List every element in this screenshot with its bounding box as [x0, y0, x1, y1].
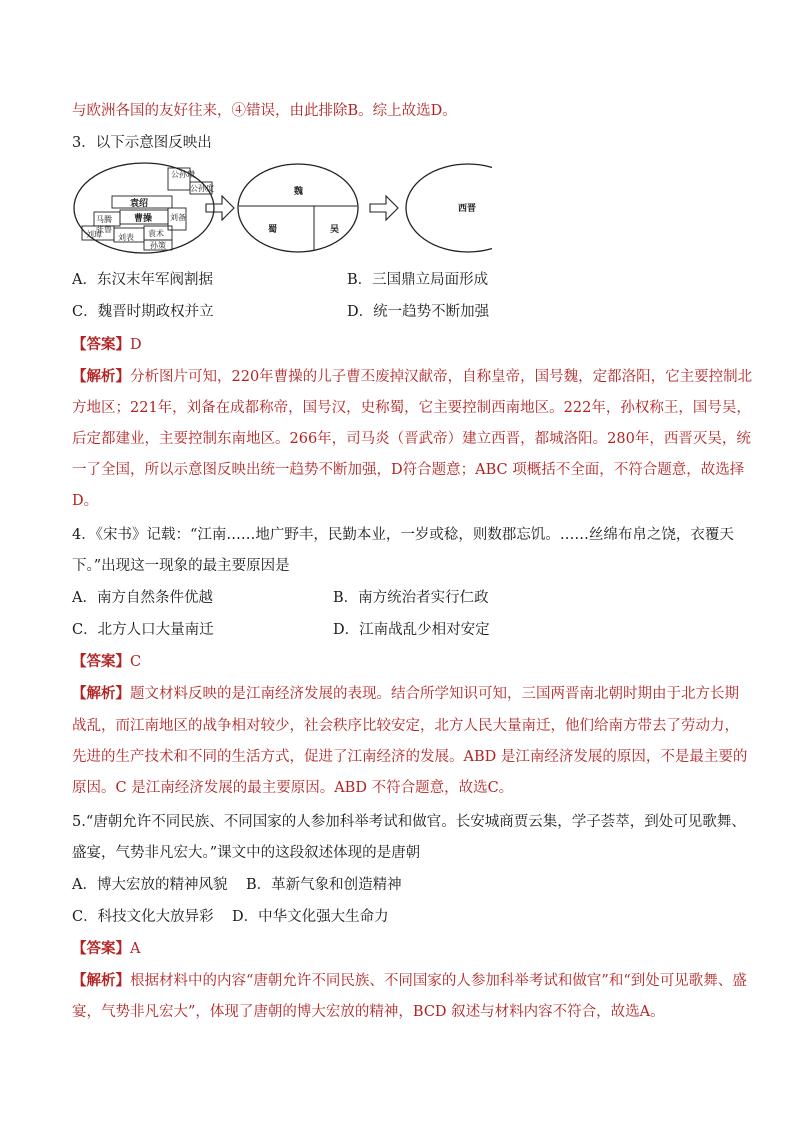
q5-option-c: C．科技文化大放异彩 [72, 909, 214, 925]
liu-biao-label: 刘表 [118, 233, 134, 242]
q4-analysis-line-3: 先进的生产技术和不同的生活方式，促进了江南经济的发展。ABD 是江南经济发展的原因，不是最主要的 [72, 749, 748, 765]
q3-diagram [72, 160, 492, 260]
western-jin-label: 西晋 [458, 204, 477, 214]
q5-stem-line-2: 盛宴，气势非凡宏大。”课文中的这段叙述体现的是唐朝 [72, 845, 421, 861]
q4-answer [72, 652, 141, 672]
q4-option-d: D．江南战乱少相对安定 [333, 622, 490, 638]
gongsun-du-label: 公孙度 [190, 184, 214, 193]
q3-analysis-line-4: 一了全国，所以示意图反映出统一趋势不断加强，D符合题意；ABC 项概括不全面，不符合题意，故选择 [72, 462, 745, 478]
yuan-shu-label: 袁术 [148, 229, 164, 238]
ma-teng-label: 马腾 [96, 215, 112, 224]
western-jin-circle [406, 164, 492, 252]
q3-analysis-line-3: 后定都建业，主要控制东南地区。266年，司马炎（晋武帝）建立西晋，都城洛阳。280年，西晋灭吴，统 [72, 431, 751, 447]
liu-bei-label: 刘备 [170, 213, 186, 222]
q3-analysis-line-5: D。 [72, 493, 99, 509]
yuan-shao-label: 袁绍 [130, 199, 149, 209]
answer-tag: 【答案】 [72, 940, 130, 957]
cao-cao-label: 曹操 [134, 214, 153, 224]
q3-analysis-line-1: 【解析】分析图片可知，220年曹操的儿子曹丕废掉汉献帝，自称皇帝，国号魏，定都洛阳，它主要控制北 [72, 368, 753, 385]
q3-option-d: D．统一趋势不断加强 [347, 304, 490, 320]
q5-analysis-line-1: 【解析】根据材料中的内容“唐朝允许不同民族、不同国家的人参加科举考试和做官”和“到处可见歌舞、盛 [72, 972, 747, 989]
q4-option-b: B．南方统治者实行仁政 [333, 590, 489, 606]
answer-value: D [130, 337, 142, 353]
arrow-icon [206, 196, 234, 220]
q4-option-a: A．南方自然条件优越 [72, 590, 213, 606]
three-kingdoms-circle [238, 164, 358, 252]
analysis-tag: 【解析】 [72, 972, 130, 989]
q3-answer [72, 335, 142, 355]
q4-option-c: C．北方人口大量南迁 [72, 622, 214, 638]
analysis-tag: 【解析】 [72, 685, 130, 702]
q4-analysis-line-2: 战乱，而江南地区的战争相对较少，社会秩序比较安定，北方人民大量南迁，他们给南方带去了劳动力， [72, 718, 739, 734]
q3-option-a: A．东汉末年军阀割据 [72, 272, 213, 288]
sun-ce-label: 孙策 [150, 241, 166, 250]
q5-option-d: D．中华文化强大生命力 [232, 909, 389, 925]
liu-zhang-label: 刘璋 [86, 230, 102, 239]
q3-option-b: B．三国鼎立局面形成 [347, 272, 489, 288]
zhang-lu-label: 张鲁 [96, 225, 112, 234]
gongsun-zan-label: 公孙瓒 [171, 170, 195, 179]
analysis-tag: 【解析】 [72, 368, 130, 385]
q5-stem-line-1: 5.“唐朝允许不同民族、不同国家的人参加科举考试和做官。长安城商贾云集，学子荟萃，到处可见歌舞、 [72, 814, 746, 830]
wu-label: 吴 [330, 225, 340, 235]
q5-option-a: A．博大宏放的精神风貌 [72, 877, 228, 893]
q5-answer [72, 939, 140, 959]
q3-analysis-line-2: 方地区；221年，刘备在成都称帝，国号汉，史称蜀，它主要控制西南地区。222年，孙权称王，国号吴， [72, 400, 751, 416]
q4-stem-line-1: 4．《宋书》记载：“江南……地广野丰，民勤本业，一岁或稔，则数郡忘饥。……丝绵布帛之饶，衣覆天 [72, 527, 734, 543]
answer-tag: 【答案】 [72, 653, 130, 670]
previous-analysis-tail: 与欧洲各国的友好往来，④错误，由此排除B。综上故选D。 [72, 103, 457, 119]
q5-analysis-line-2: 宴，气势非凡宏大”，体现了唐朝的博大宏放的精神，BCD 叙述与材料内容不符合，故选A。 [72, 1004, 665, 1020]
answer-value: A [130, 941, 141, 957]
shu-label: 蜀 [268, 225, 278, 235]
arrow-icon [370, 196, 398, 220]
q4-analysis-line-4: 原因。C 是江南经济发展的最主要原因。ABD 不符合题意，故选C。 [72, 780, 514, 796]
q4-analysis-line-1: 【解析】题文材料反映的是江南经济发展的表现。结合所学知识可知，三国两晋南北朝时期由于北方长期 [72, 685, 739, 702]
wei-label: 魏 [294, 187, 304, 197]
q3-stem: 3．以下示意图反映出 [72, 135, 212, 151]
q5-option-b: B．革新气象和创造精神 [246, 877, 402, 893]
q4-stem-line-2: 下。”出现这一现象的最主要原因是 [72, 558, 290, 574]
q3-option-c: C．魏晋时期政权并立 [72, 304, 214, 320]
answer-value: C [130, 654, 142, 670]
answer-tag: 【答案】 [72, 336, 130, 353]
